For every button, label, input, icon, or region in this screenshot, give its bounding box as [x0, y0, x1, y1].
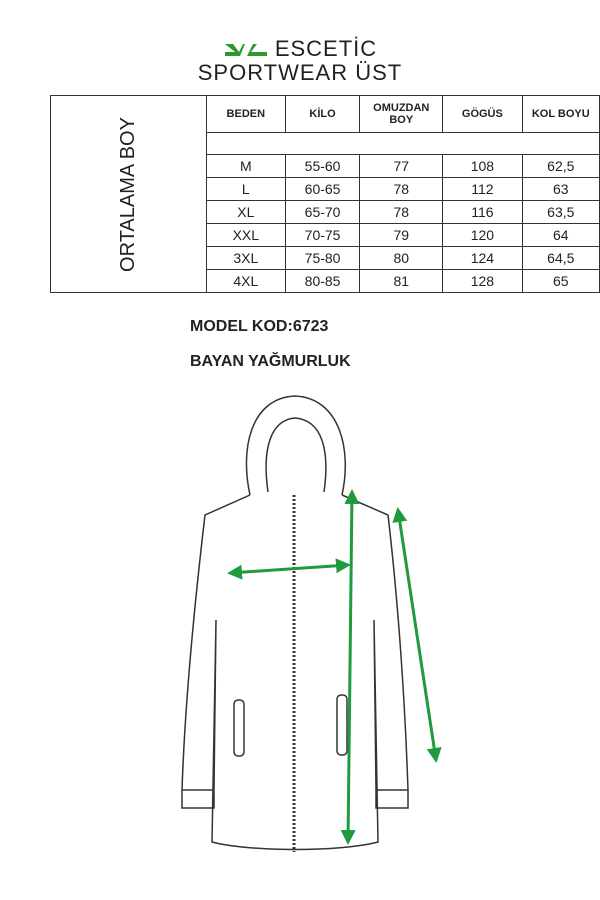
- jacket-illustration: [0, 380, 600, 880]
- model-code: MODEL KOD:6723: [190, 318, 329, 335]
- cell: 63: [522, 178, 599, 201]
- brand-logo-icon: [223, 40, 269, 58]
- cell: 108: [443, 155, 522, 178]
- cell: 64: [522, 224, 599, 247]
- hood-inner: [266, 418, 326, 492]
- cell: 124: [443, 247, 522, 270]
- cell: 75-80: [285, 247, 360, 270]
- left-pocket: [234, 700, 244, 756]
- cell: 60-65: [285, 178, 360, 201]
- cell: 3XL: [206, 247, 285, 270]
- length-arrow: [348, 492, 352, 842]
- header-cell: BEDEN: [206, 96, 285, 133]
- cell: 79: [360, 224, 443, 247]
- cell: XXL: [206, 224, 285, 247]
- cell: 65-70: [285, 201, 360, 224]
- cell: 4XL: [206, 270, 285, 293]
- header-cell: OMUZDAN BOY: [360, 96, 443, 133]
- cell: 80-85: [285, 270, 360, 293]
- cell: 80: [360, 247, 443, 270]
- cell: 55-60: [285, 155, 360, 178]
- brand-name: ESCETİC: [274, 36, 378, 61]
- brand-header: [0, 36, 600, 62]
- cell: 62,5: [522, 155, 599, 178]
- product-name: BAYAN YAĞMURLUK: [190, 353, 351, 370]
- right-pocket: [337, 695, 347, 755]
- cell: 81: [360, 270, 443, 293]
- cell: 112: [443, 178, 522, 201]
- hood-outline: [246, 396, 345, 495]
- cell: 120: [443, 224, 522, 247]
- cell: 63,5: [522, 201, 599, 224]
- cell: M: [206, 155, 285, 178]
- chest-arrow: [230, 565, 348, 573]
- cell: 78: [360, 201, 443, 224]
- cell: L: [206, 178, 285, 201]
- cell: 78: [360, 178, 443, 201]
- cell: 65: [522, 270, 599, 293]
- header-cell: KİLO: [285, 96, 360, 133]
- cell: 116: [443, 201, 522, 224]
- cell: XL: [206, 201, 285, 224]
- cell: 77: [360, 155, 443, 178]
- cell: 128: [443, 270, 522, 293]
- header-cell: KOL BOYU: [522, 96, 599, 133]
- brand-subtitle: SPORTWEAR ÜST: [197, 60, 403, 85]
- size-table: [50, 95, 600, 293]
- cell: 70-75: [285, 224, 360, 247]
- side-label: ORTALAMA BOY: [51, 96, 207, 293]
- sleeve-arrow: [398, 510, 436, 760]
- blank-row: [206, 133, 599, 155]
- cell: 64,5: [522, 247, 599, 270]
- header-cell: GÖGÜS: [443, 96, 522, 133]
